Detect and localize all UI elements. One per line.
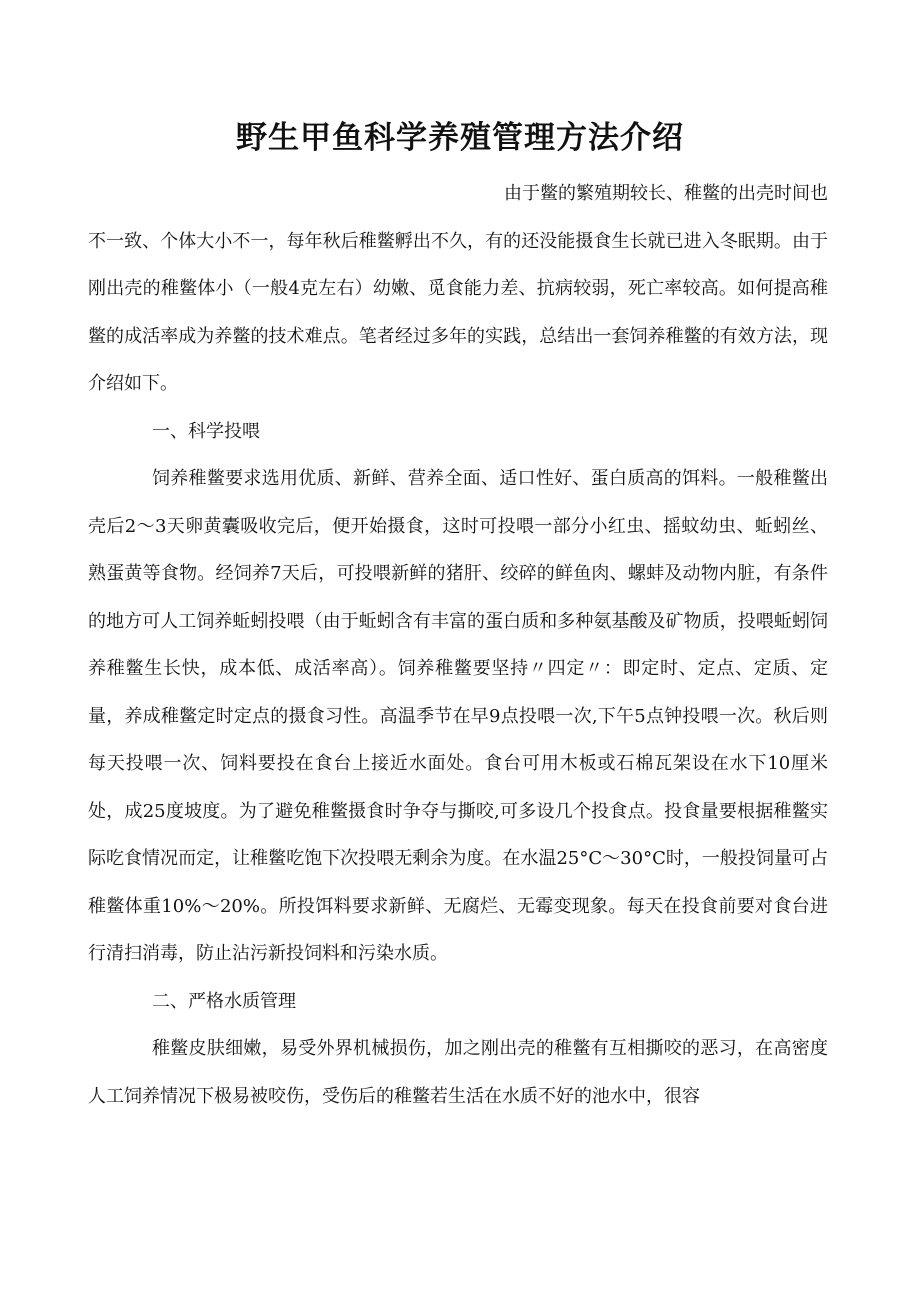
section-2-heading: 二、严格水质管理 [152, 990, 296, 1012]
section-1-heading: 一、科学投喂 [152, 420, 260, 442]
document-body [88, 170, 828, 1120]
section-1-paragraph: 饲养稚鳖要求选用优质、新鲜、营养全面、适口性好、蛋白质高的饵料。一般稚鳖出壳后2～3天卵黄囊吸收完后，便开始摄食，这时可投喂一部分小红虫、摇蚊幼虫、蚯蚓丝、熟蛋黄等食物。经饲养7天后，可投喂新鲜的猪肝、绞碎的鲜鱼肉、螺蚌及动物内脏，有条件的地方可人工饲养蚯蚓投喂（由于蚯蚓含有丰富的蛋白质和多种氨基酸及矿物质，投喂蚯蚓饲养稚鳖生长快，成本低、成活率高）。饲养稚鳖要坚持〃四定〃：即定时、定点、定质、定量，养成稚鳖定时定点的摄食习性。高温季节在早9点投喂一次,下午5点钟投喂一次。秋后则每天投喂一次、饲料要投在食台上接近水面处。食台可用木板或石棉瓦架设在水下10厘米处，成25度坡度。为了避免稚鳖摄食时争夺与撕咬,可多设几个投食点。投食量要根据稚鳖实际吃食情况而定，让稚鳖吃饱下次投喂无剩余为度。在水温25°C～30°C时，一般投饲量可占稚鳖体重10%～20%。所投饵料要求新鲜、无腐烂、无霉变现象。每天在投食前要对食台进行清扫消毒，防止沾污新投饲料和污染水质。 [88, 468, 828, 964]
section-2-paragraph: 稚鳖皮肤细嫩，易受外界机械损伤，加之刚出壳的稚鳖有互相撕咬的恶习，在高密度人工饲养情况下极易被咬伤，受伤后的稚鳖若生活在水质不好的池水中，很容 [88, 1038, 828, 1107]
intro-first-line: 由于鳖的繁殖期较长、稚鳖的出壳时间也 [504, 183, 828, 204]
intro-paragraph: 不一致、个体大小不一，每年秋后稚鳖孵出不久，有的还没能摄食生长就已进入冬眠期。由于刚出壳的稚鳖体小（一般4克左右）幼嫩、觅食能力差、抗病较弱，死亡率较高。如何提高稚鳖的成活率成为养鳖的技术难点。笔者经过多年的实践，总结出一套饲养稚鳖的有效方法，现介绍如下。 [88, 230, 828, 394]
document-title: 野生甲鱼科学养殖管理方法介绍 [236, 120, 684, 156]
